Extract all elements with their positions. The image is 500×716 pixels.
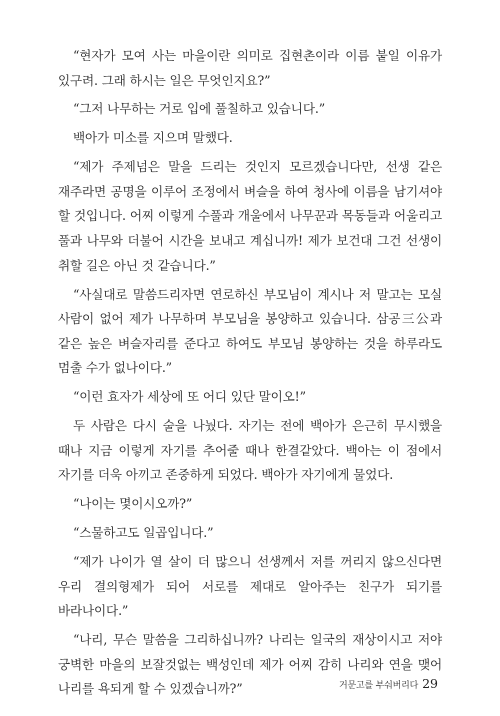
paragraph: “현자가 모여 사는 마을이란 의미로 집현촌이라 이름 붙일 이유가 있구려. 그래 하시는 일은 무엇인지요?” bbox=[58, 48, 442, 88]
paragraph: 두 사람은 다시 술을 나눴다. 자기는 전에 백아가 은근히 무시했을 때나 지금 이렇게 자기를 추어줄 때나 한결같았다. 백아는 이 점에서 자기를 더욱 아끼고 존중하게 되었다. 백아가 자기에게 물었다. bbox=[58, 418, 442, 483]
running-title: 거문고를 부숴버리다 bbox=[338, 681, 419, 691]
paragraph: “그저 나무하는 거로 입에 풀칠하고 있습니다.” bbox=[73, 101, 325, 117]
body-text bbox=[58, 44, 442, 706]
paragraph: 백아가 미소를 지으며 말했다. bbox=[73, 130, 233, 146]
paragraph: “이런 효자가 세상에 또 어디 있단 말이오!” bbox=[73, 389, 306, 405]
paragraph: “제가 주제넘은 말을 드리는 것인지 모르겠습니다만, 선생 같은 재주라면 공명을 이루어 조정에서 벼슬을 하여 청사에 이름을 남기셔야 할 것입니다. 어찌 이렇게 수풀과 개울에서 나무꾼과 목동들과 어울리고 풀과 나무와 더불어 시간을 보내고 계십니까! 제가 보건대 그건 선생이 취할 길은 아닌 것 같습니다.” bbox=[58, 159, 442, 273]
paragraph: “스물하고도 일곱입니다.” bbox=[73, 525, 214, 541]
paragraph: “제가 나이가 열 살이 더 많으니 선생께서 저를 꺼리지 않으신다면 우리 결의형제가 되어 서로를 제대로 알아주는 친구가 되기를 바라나이다.” bbox=[58, 553, 442, 619]
page-number: 29 bbox=[422, 676, 438, 691]
page-footer bbox=[339, 676, 438, 691]
paragraph: “나리, 무슨 말씀을 그리하십니까? 나리는 일국의 재상이시고 저야 궁벽한 마을의 보잘것없는 백성인데 제가 어찌 감히 나리와 연을 맺어 나리를 욕되게 할 수 있겠습니까?” bbox=[58, 632, 442, 697]
paragraph: “사실대로 말씀드리자면 연로하신 부모님이 계시나 저 말고는 모실 사람이 없어 제가 나무하며 부모님을 봉양하고 있습니다. 삼공三公과 같은 높은 벼슬자리를 준다고 하여도 부모님 봉양하는 것을 하루라도 멈출 수가 없나이다.” bbox=[58, 286, 442, 376]
paragraph: “나이는 몇이시오까?” bbox=[73, 496, 193, 512]
